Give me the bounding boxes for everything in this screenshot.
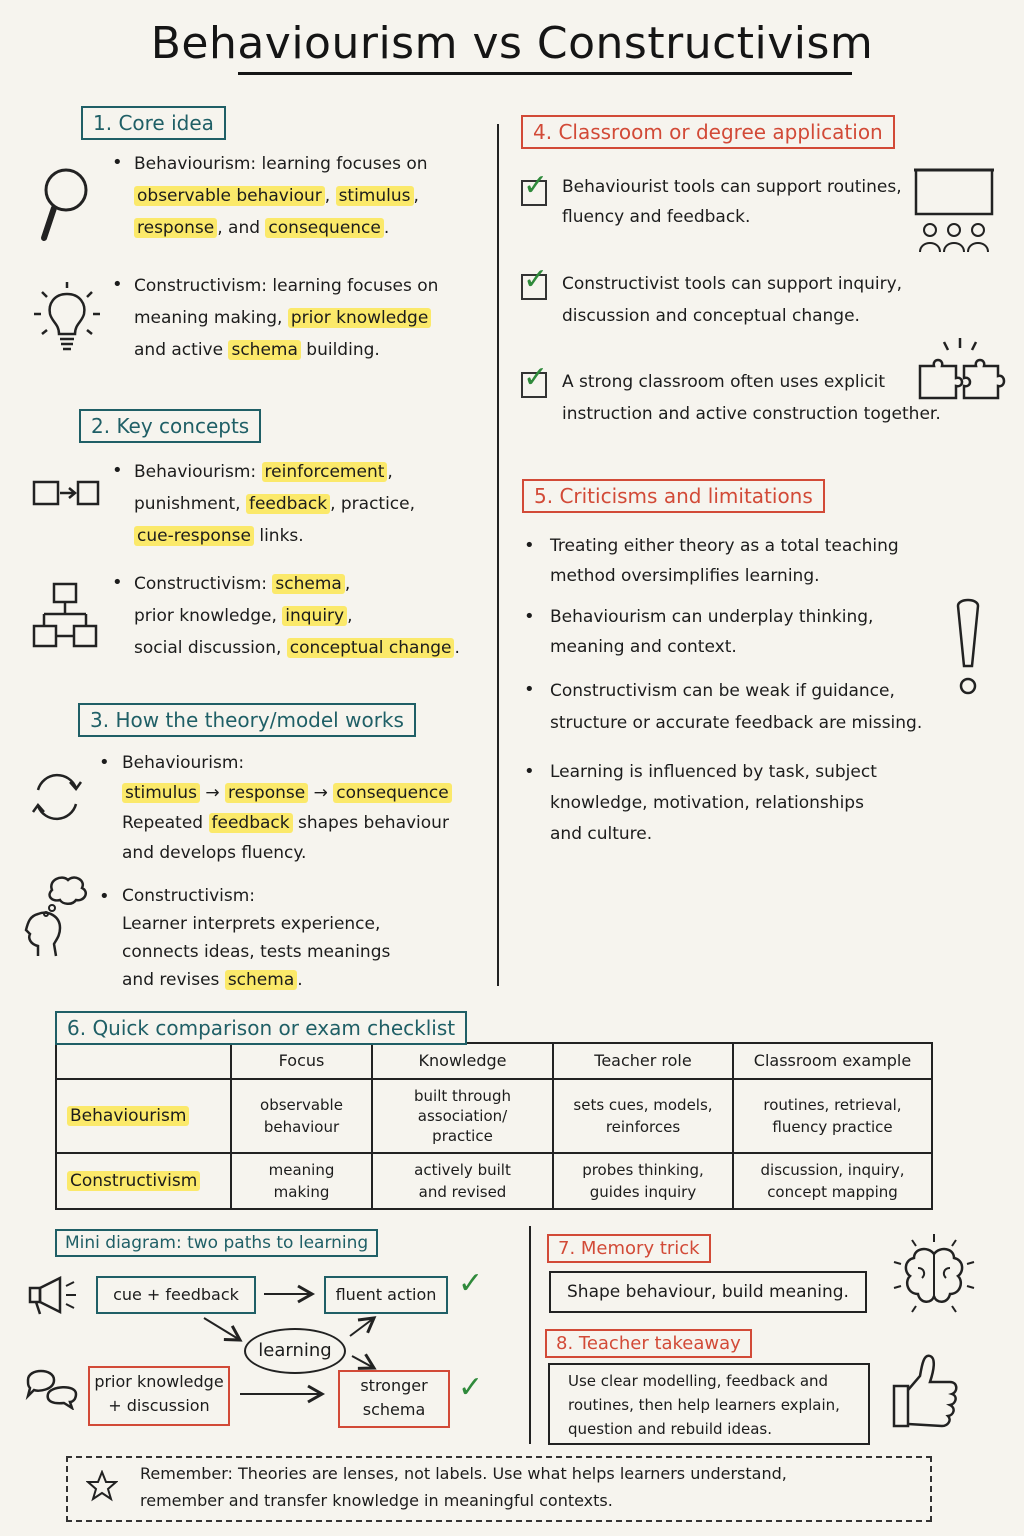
bullet: • — [524, 535, 535, 556]
s2-behaviourism-text: Behaviourism: reinforcement , punishment, feedback , practice, cue-response links. — [134, 462, 416, 546]
thumbs-up-icon — [890, 1352, 960, 1432]
bottom-divider — [529, 1226, 531, 1444]
section-1-heading: 1. Core idea — [81, 106, 226, 140]
exclamation-icon — [952, 598, 984, 698]
column-header: Classroom example — [733, 1043, 932, 1079]
remember-text: Remember: Theories are lenses, not labels. Use what helps learners understand, remember and transfer knowledge in meaningful contexts. — [140, 1464, 787, 1510]
arrow-link-icon — [32, 478, 100, 508]
checkbox-checked: ✓ — [521, 274, 547, 300]
memory-trick-box: Shape behaviour, build meaning. — [549, 1271, 867, 1313]
table-cell: probes thinking, guides inquiry — [553, 1153, 733, 1209]
lightbulb-icon — [32, 282, 102, 354]
table-cell: built through association/ practice — [372, 1079, 553, 1153]
title-underline — [238, 72, 852, 75]
bullet: • — [99, 886, 110, 907]
section-5-heading: 5. Criticisms and limitations — [522, 479, 825, 513]
teacher-takeaway-box: Use clear modelling, feedback and routines, then help learners explain, question and rebuild ideas. — [548, 1363, 870, 1445]
section-2-heading: 2. Key concepts — [79, 409, 261, 443]
check-icon: ✓ — [458, 1266, 484, 1301]
bullet: • — [524, 606, 535, 627]
s1-constructivism-text: Constructivism: learning focuses on meaning making, prior knowledge and active schema building. — [134, 276, 439, 360]
page-title: Behaviourism vs Constructivism — [150, 18, 874, 69]
cue-feedback-node: cue + feedback — [96, 1276, 256, 1314]
section-4-heading: 4. Classroom or degree application — [521, 115, 895, 149]
s4-item-2: Constructivist tools can support inquiry, discussion and conceptual change. — [562, 274, 903, 326]
table-cell: routines, retrieval, fluency practice — [733, 1079, 932, 1153]
column-header: Focus — [231, 1043, 372, 1079]
brain-icon — [888, 1232, 980, 1324]
cycle-arrows-icon — [28, 768, 86, 826]
bullet: • — [524, 679, 535, 700]
checkbox-checked: ✓ — [521, 372, 547, 398]
table-header-row — [56, 1043, 932, 1079]
column-header: Teacher role — [553, 1043, 733, 1079]
section-7-heading: 7. Memory trick — [547, 1234, 711, 1263]
column-divider — [497, 124, 499, 986]
s5-item-4: Learning is influenced by task, subject knowledge, motivation, relationships and culture. — [550, 762, 877, 844]
section-8-heading: 8. Teacher takeaway — [545, 1329, 752, 1358]
stronger-schema-node: stronger schema — [338, 1370, 450, 1428]
s5-item-3: Constructivism can be weak if guidance, structure or accurate feedback are missing. — [550, 681, 923, 733]
learning-node: learning — [244, 1328, 346, 1374]
s5-item-2: Behaviourism can underplay thinking, meaning and context. — [550, 607, 874, 657]
thinking-head-icon — [22, 872, 92, 960]
s3-constructivism-text: Constructivism: Learner interprets experience, connects ideas, tests meanings and revises schema . — [122, 886, 391, 990]
s5-item-1: Treating either theory as a total teaching method oversimplifies learning. — [550, 536, 899, 586]
table-corner — [56, 1043, 231, 1079]
bullet: • — [112, 152, 123, 173]
prior-knowledge-node: prior knowledge + discussion — [88, 1366, 230, 1426]
speech-bubbles-icon — [24, 1362, 80, 1410]
row-header: Constructivism — [56, 1153, 231, 1209]
presentation-board-icon — [912, 166, 996, 258]
puzzle-icon — [916, 336, 1010, 408]
table-cell: actively built and revised — [372, 1153, 553, 1209]
star-icon — [86, 1470, 118, 1502]
mini-diagram-heading: Mini diagram: two paths to learning — [55, 1229, 378, 1257]
s4-item-3: A strong classroom often uses explicit instruction and active construction together. — [562, 372, 941, 424]
megaphone-icon — [26, 1276, 82, 1316]
bullet: • — [524, 761, 535, 782]
bullet: • — [112, 460, 123, 481]
s4-item-1: Behaviourist tools can support routines, fluency and feedback. — [562, 177, 902, 227]
fluent-action-node: fluent action — [324, 1276, 448, 1314]
row-header: Behaviourism — [56, 1079, 231, 1153]
bullet: • — [112, 274, 123, 295]
hierarchy-icon — [32, 582, 98, 650]
section-3-heading: 3. How the theory/model works — [78, 703, 416, 737]
checkbox-checked: ✓ — [521, 180, 547, 206]
table-cell: sets cues, models, reinforces — [553, 1079, 733, 1153]
s3-behaviourism-text: Behaviourism: stimulus → response → consequence Repeated feedback shapes behaviour and develops fluency. — [122, 748, 452, 868]
table-row — [56, 1079, 932, 1153]
table-cell: observable behaviour — [231, 1079, 372, 1153]
section-6-heading: 6. Quick comparison or exam checklist — [55, 1011, 467, 1045]
s1-behaviourism-text: Behaviourism: learning focuses on observable behaviour , stimulus , response , and consequence . — [134, 154, 428, 238]
magnifier-icon — [36, 164, 96, 244]
table-cell: meaning making — [231, 1153, 372, 1209]
table-cell: discussion, inquiry, concept mapping — [733, 1153, 932, 1209]
comparison-table — [55, 1042, 933, 1210]
column-header: Knowledge — [372, 1043, 553, 1079]
bullet: • — [99, 752, 110, 773]
table-row — [56, 1153, 932, 1209]
bullet: • — [112, 572, 123, 593]
s2-constructivism-text: Constructivism: schema , prior knowledge, inquiry , social discussion, conceptual change . — [134, 574, 460, 658]
check-icon: ✓ — [458, 1370, 484, 1405]
